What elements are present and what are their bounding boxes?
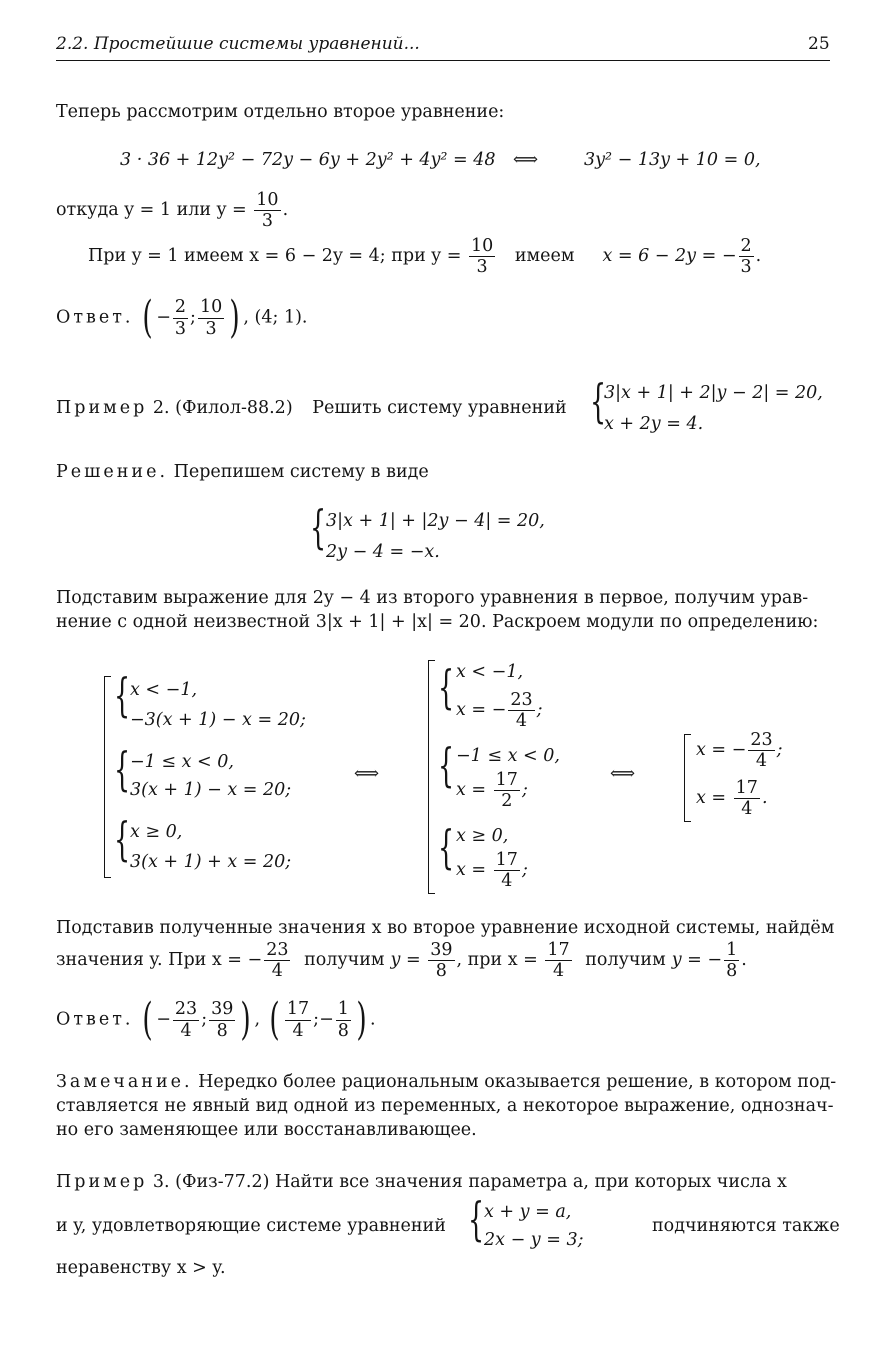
numerator: 10 — [470, 236, 494, 256]
example-number: 2. (Филол-88.2) — [152, 398, 293, 418]
period: . — [761, 788, 768, 809]
system-eq-1: x + y = a, — [484, 1202, 572, 1222]
substitution-line-1: Подставив полученные значения x во второе уравнение исходной системы, найдём — [56, 918, 835, 938]
numerator: 23 — [750, 730, 773, 750]
system-brace: { — [438, 738, 455, 792]
denominator: 4 — [755, 751, 768, 772]
system-brace: { — [310, 500, 327, 554]
numerator: 2 — [174, 297, 187, 318]
denominator: 4 — [741, 799, 753, 820]
example-label: Пример — [56, 398, 148, 418]
rewritten-eq-1: 3|x + 1| + |2y − 4| = 20, — [326, 511, 545, 531]
example-2-heading — [56, 398, 567, 418]
set-bracket — [684, 734, 691, 822]
system-eq-2: 2x − y = 3; — [484, 1230, 584, 1250]
system-brace: { — [468, 1192, 485, 1246]
semicolon: ; — [536, 700, 543, 721]
substitution-line-2 — [56, 940, 747, 981]
when-line — [88, 236, 761, 277]
equation-right: 3y² − 13y + 10 = 0, — [584, 150, 761, 170]
numerator: 17 — [735, 778, 758, 798]
numerator: 23 — [510, 690, 533, 710]
semicolon: ; — [190, 307, 196, 328]
equation-left: 3 · 36 + 12y² − 72y − 6y + 2y² + 4y² = 48 — [120, 150, 496, 170]
iff-symbol: ⟺ — [354, 764, 380, 784]
paren-open: ( — [142, 292, 153, 343]
set-bracket — [104, 676, 111, 878]
result-1 — [696, 730, 783, 771]
x-equals: x = − — [456, 700, 507, 721]
x-equals: x = — [456, 780, 492, 801]
whence-text: откуда y = 1 или y = — [56, 200, 253, 221]
answer-2 — [56, 994, 376, 1045]
example-3-line-2: и y, удовлетворяющие системе уравнений — [56, 1216, 446, 1236]
system-brace: { — [114, 668, 131, 722]
case-3-equation: 3(x + 1) + x = 20; — [130, 852, 292, 872]
intro-text: Теперь рассмотрим отдельно второе уравнение: — [56, 102, 505, 122]
numerator: 39 — [430, 940, 453, 960]
fraction — [209, 999, 235, 1040]
paren-close: ) — [356, 994, 367, 1045]
period: . — [282, 200, 289, 221]
case-2-equation: 3(x + 1) − x = 20; — [130, 780, 292, 800]
fraction — [545, 940, 571, 981]
system-eq-1: 3|x + 1| + 2|y − 2| = 20, — [604, 383, 823, 403]
comma: , — [254, 1009, 261, 1030]
fraction — [734, 778, 760, 819]
mid-case-1-condition: x < −1, — [456, 662, 524, 682]
semicolon: ; — [776, 740, 783, 761]
period: . — [755, 246, 762, 267]
x-equals: x = − — [696, 740, 747, 761]
example-3-line-3: неравенству x > y. — [56, 1258, 226, 1278]
denominator: 3 — [174, 318, 187, 339]
numerator: 17 — [495, 770, 518, 790]
fraction — [336, 999, 351, 1040]
system-brace: { — [438, 820, 455, 874]
x-expression: x = 6 − 2y = − — [602, 246, 737, 267]
denominator: 4 — [552, 961, 565, 982]
fraction — [198, 297, 224, 338]
paren-close: ) — [229, 292, 240, 343]
rewritten-eq-2: 2y − 4 = −x. — [326, 542, 440, 562]
denominator: 8 — [726, 961, 738, 982]
mid-case-2-solution — [456, 770, 528, 811]
fraction — [428, 940, 454, 981]
numerator: 1 — [726, 940, 738, 960]
case-1-condition: x < −1, — [130, 680, 198, 700]
text: значения y. При x = − — [56, 950, 263, 971]
minus-sign: − — [156, 1009, 171, 1030]
fraction — [173, 297, 188, 338]
system-brace: { — [590, 374, 607, 428]
denominator: 4 — [271, 961, 283, 982]
paren-open: ( — [142, 994, 153, 1045]
fraction — [748, 730, 774, 771]
semicolon: ; — [201, 1009, 208, 1030]
semicolon: ; — [521, 860, 528, 881]
example-3-after: подчиняются также — [652, 1216, 840, 1236]
solution-text: Перепишем систему в виде — [173, 462, 429, 482]
period: . — [370, 1009, 376, 1030]
mid-case-3-solution — [456, 850, 528, 891]
fraction — [264, 940, 290, 981]
fraction — [494, 850, 520, 891]
iff-symbol: ⟺ — [513, 150, 539, 170]
numerator: 17 — [547, 940, 570, 960]
mid-case-3-condition: x ≥ 0, — [456, 826, 509, 846]
numerator: 23 — [266, 940, 289, 960]
numerator: 23 — [174, 999, 198, 1020]
fraction — [724, 940, 739, 981]
denominator: 8 — [435, 961, 447, 982]
system-brace: { — [114, 742, 131, 796]
example-3-line-1 — [56, 1172, 787, 1192]
denominator: 3 — [740, 257, 752, 278]
denominator: 4 — [515, 711, 528, 732]
remark-line-3: но его заменяющее или восстанавливающее. — [56, 1120, 477, 1140]
case-1-equation: −3(x + 1) − x = 20; — [130, 710, 306, 730]
denominator: 4 — [292, 1020, 304, 1041]
remark-label: Замечание. — [56, 1072, 193, 1092]
fraction — [494, 770, 520, 811]
answer-1: Ответ. ( − $\frac{2}{3}$ ; $\frac{10}{3}$ ) , (4; 1). — [56, 292, 308, 343]
substitute-line-2: нение с одной неизвестной 3|x + 1| + |x| = 20. Раскроем модули по определению: — [56, 612, 819, 632]
get-text: получим — [585, 950, 666, 971]
running-header: 2.2. Простейшие системы уравнений... — [56, 34, 420, 54]
fraction — [469, 236, 495, 277]
remark-text: Нередко более рациональным оказывается решение, в котором под- — [198, 1072, 837, 1092]
result-2 — [696, 778, 768, 819]
numerator: 39 — [211, 999, 234, 1020]
substitute-line-1: Подставим выражение для 2y − 4 из второго уравнения в первое, получим урав- — [56, 588, 809, 608]
fraction — [254, 190, 280, 231]
iff-symbol: ⟺ — [610, 764, 636, 784]
mid-case-2-condition: −1 ≤ x < 0, — [456, 746, 560, 766]
header-rule — [56, 60, 830, 61]
mid-case-1-solution — [456, 690, 543, 731]
system-brace: { — [438, 660, 455, 714]
solution-label: Решение. — [56, 462, 169, 482]
denominator: 2 — [501, 791, 513, 812]
fraction — [739, 236, 754, 277]
example-text: 3. (Физ-77.2) Найти все значения параметра a, при которых числа x — [152, 1172, 787, 1192]
y-equals: y = — [390, 950, 427, 971]
semicolon: ; — [313, 1009, 320, 1030]
period: . — [741, 950, 747, 971]
system-brace: { — [114, 812, 131, 866]
paren-close: ) — [240, 994, 252, 1045]
denominator: 4 — [180, 1020, 192, 1041]
case-3-condition: x ≥ 0, — [130, 822, 183, 842]
example-task: Решить систему уравнений — [312, 398, 567, 418]
fraction — [508, 690, 534, 731]
numerator: 10 — [199, 297, 223, 318]
denominator: 8 — [216, 1020, 228, 1041]
remark-line-2: ставляется не явный вид одной из переменных, а некоторое выражение, однознач- — [56, 1096, 834, 1116]
numerator: 1 — [337, 999, 349, 1020]
fraction — [285, 999, 311, 1040]
remark-line-1 — [56, 1072, 836, 1092]
x-equals: x = — [456, 860, 492, 881]
page-number: 25 — [808, 34, 830, 54]
have-text: имеем — [514, 246, 575, 267]
y-equals: y = − — [671, 950, 723, 971]
system-eq-2: x + 2y = 4. — [604, 414, 704, 434]
numerator: 17 — [495, 850, 518, 870]
answer-rest: (4; 1). — [254, 307, 308, 328]
case-2-condition: −1 ≤ x < 0, — [130, 752, 234, 772]
denominator: 3 — [205, 318, 217, 339]
text: , при x = — [456, 950, 544, 971]
answer-label: Ответ. — [56, 1009, 134, 1030]
paren-open: ( — [269, 994, 280, 1045]
minus-sign: − — [319, 1009, 334, 1030]
solution-heading — [56, 462, 429, 482]
denominator: 4 — [501, 871, 513, 892]
get-text: получим — [304, 950, 385, 971]
denominator: 3 — [476, 257, 488, 278]
numerator: 2 — [740, 236, 752, 256]
minus-sign: − — [156, 307, 171, 328]
set-bracket — [428, 660, 435, 894]
numerator: 17 — [286, 999, 310, 1020]
fraction — [173, 999, 199, 1040]
semicolon: ; — [521, 780, 528, 801]
numerator: 10 — [256, 190, 279, 210]
example-label: Пример — [56, 1172, 148, 1192]
x-equals: x = — [696, 788, 732, 809]
answer-label: Ответ. — [56, 307, 134, 328]
whence-line — [56, 190, 288, 231]
when-text: При y = 1 имеем x = 6 − 2y = 4; при y = — [88, 246, 467, 267]
denominator: 3 — [261, 211, 273, 232]
denominator: 8 — [337, 1020, 349, 1041]
